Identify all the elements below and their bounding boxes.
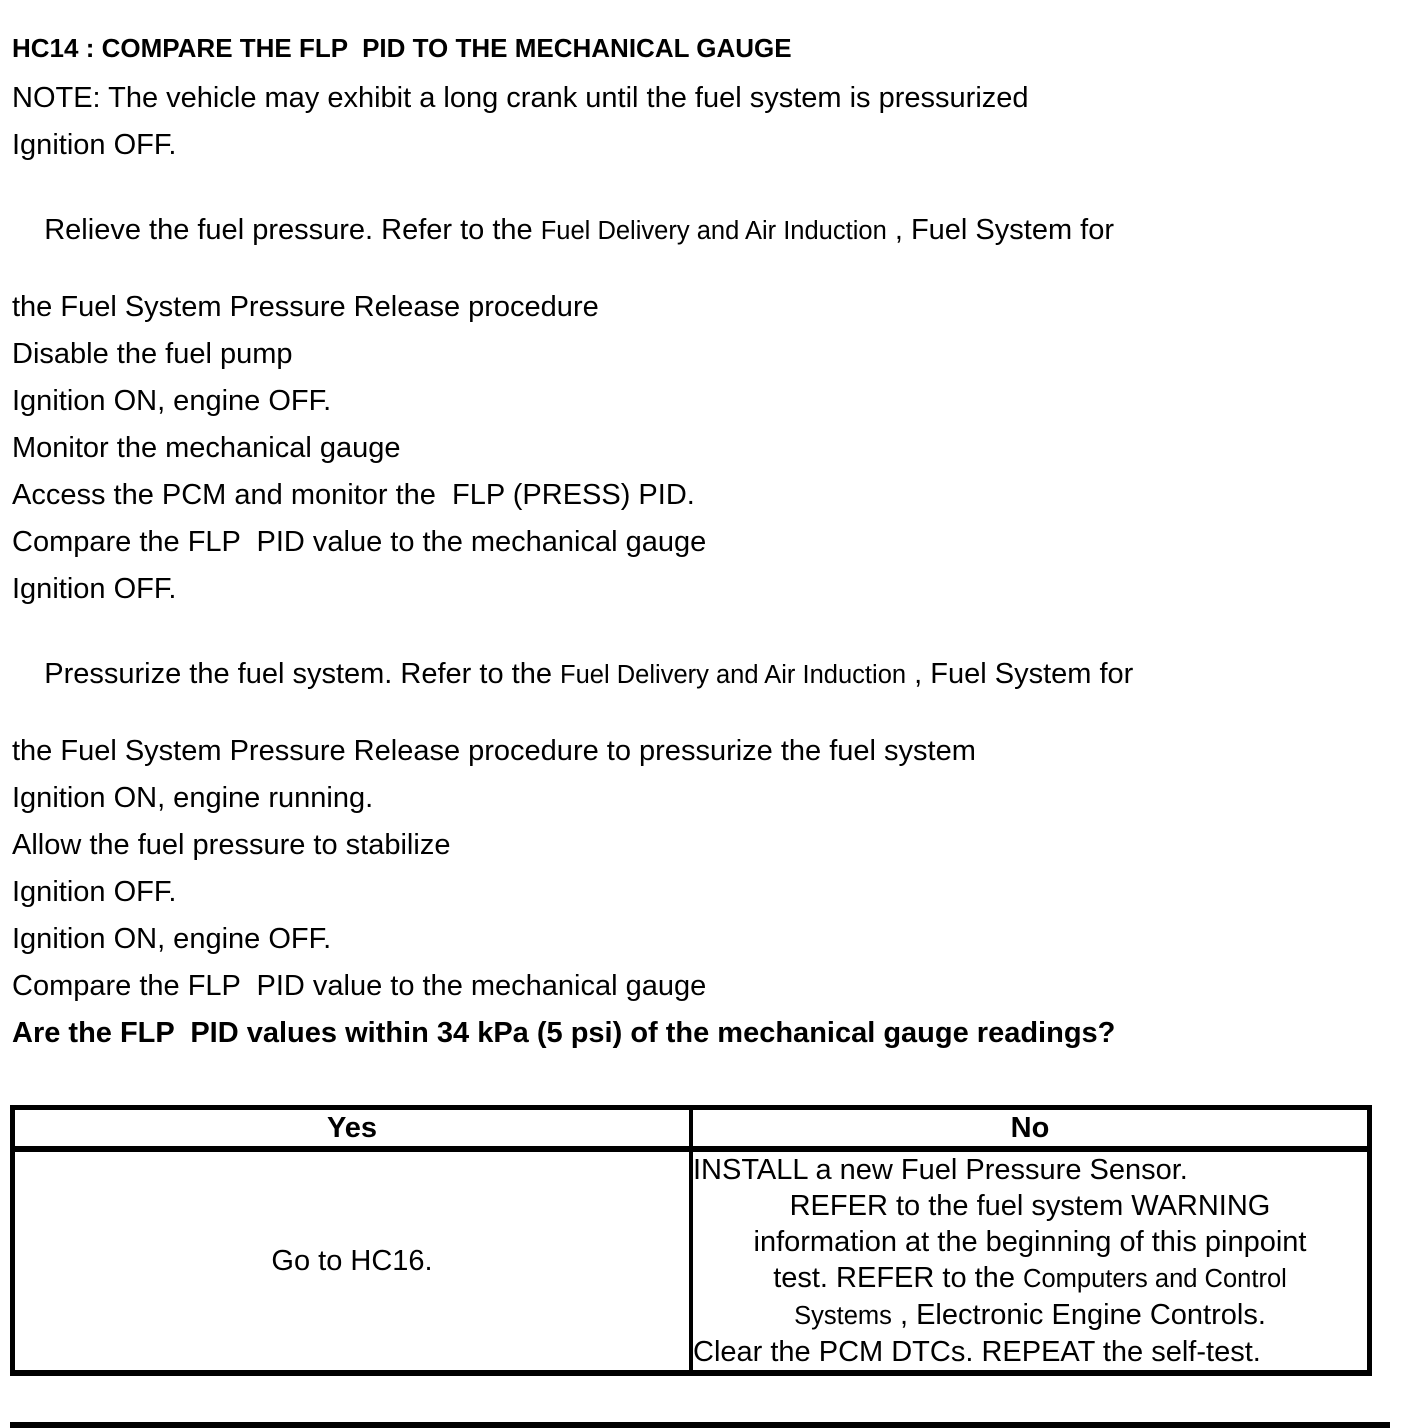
results-table (10, 1105, 1372, 1376)
cross-reference-text: Systems (794, 1302, 892, 1330)
instruction-step-allow-stabilize (12, 826, 1394, 864)
no-column-header: No (691, 1108, 1370, 1150)
table-body-row (13, 1149, 1370, 1373)
instruction-step-disable-fuel-pump (12, 335, 1394, 373)
instruction-step-monitor-gauge (12, 429, 1394, 467)
instruction-step-access-pcm (12, 476, 1394, 514)
instruction-step-ignition-off-1 (12, 126, 1394, 164)
no-action-text: Clear the PCM DTCs. REPEAT the self-test. (693, 1336, 1261, 1368)
no-action-line (693, 1334, 1367, 1370)
instruction-step-ignition-off-2 (12, 570, 1394, 608)
decision-question (12, 1014, 1394, 1052)
note-line (12, 79, 1394, 117)
step-text: Ignition OFF. (12, 573, 177, 605)
table-header-row (13, 1108, 1370, 1150)
question-text: Are the FLP PID values within 34 kPa (5 psi) of the mechanical gauge readings? (12, 1017, 1116, 1049)
no-action-line (693, 1224, 1367, 1260)
no-action-line (693, 1260, 1367, 1297)
step-text: Relieve the fuel pressure. Refer to the (44, 214, 541, 246)
instruction-step-ignition-off-3 (12, 873, 1394, 911)
no-action-text: REFER to the fuel system WARNING (789, 1190, 1271, 1222)
instruction-step-ignition-on-engine-off-1 (12, 382, 1394, 420)
step-text: Compare the FLP PID value to the mechanical gauge (12, 970, 707, 1002)
step-text: Ignition ON, engine OFF. (12, 923, 332, 955)
step-text: Monitor the mechanical gauge (12, 432, 401, 464)
step-text: Ignition OFF. (12, 129, 177, 161)
step-text: Disable the fuel pump (12, 338, 293, 370)
no-action-text: information at the beginning of this pinpoint (753, 1226, 1307, 1258)
instruction-step-ignition-on-running (12, 779, 1394, 817)
instruction-step-compare-flp-1 (12, 523, 1394, 561)
step-text: , Fuel System for (886, 214, 1115, 246)
step-text: NOTE: The vehicle may exhibit a long crank until the fuel system is pressurized (12, 82, 1029, 114)
no-action-text: , Electronic Engine Controls. (891, 1299, 1266, 1331)
yes-column-header: Yes (13, 1108, 692, 1150)
no-action-text: test. REFER to the (773, 1262, 1024, 1294)
step-text: Allow the fuel pressure to stabilize (12, 829, 451, 861)
step-text: the Fuel System Pressure Release procedure (12, 291, 599, 323)
no-action-line (693, 1297, 1367, 1334)
step-text: , Fuel System for (906, 658, 1134, 690)
step-text: Ignition OFF. (12, 876, 177, 908)
step-text: Ignition ON, engine running. (12, 782, 374, 814)
step-text: Compare the FLP PID value to the mechanical gauge (12, 526, 707, 558)
no-action-line (693, 1188, 1367, 1224)
no-action-text: INSTALL a new Fuel Pressure Sensor. (693, 1154, 1188, 1186)
step-text: Access the PCM and monitor the FLP (PRESS) PID. (12, 479, 695, 511)
no-action-cell (691, 1149, 1370, 1373)
page-divider-rule (10, 1422, 1390, 1428)
no-action-line (693, 1152, 1367, 1188)
cross-reference-text: Computers and Control (1023, 1265, 1287, 1293)
cross-reference-text: Fuel Delivery and Air Induction (560, 661, 907, 689)
instruction-step-pressurize-system (12, 617, 1394, 770)
step-text: Ignition ON, engine OFF. (12, 385, 332, 417)
instruction-step-compare-flp-2 (12, 967, 1394, 1005)
instruction-step-relieve-pressure (12, 173, 1394, 326)
yes-action-cell (13, 1149, 692, 1373)
yes-action-text: Go to HC16. (271, 1244, 433, 1277)
step-text: the Fuel System Pressure Release procedure to pressurize the fuel system (12, 735, 976, 767)
cross-reference-text: Fuel Delivery and Air Induction (540, 217, 887, 245)
step-text: Pressurize the fuel system. Refer to the (44, 658, 561, 690)
page-title: HC14 : COMPARE THE FLP PID TO THE MECHANICAL GAUGE (12, 33, 792, 63)
instruction-step-ignition-on-engine-off-2 (12, 920, 1394, 958)
